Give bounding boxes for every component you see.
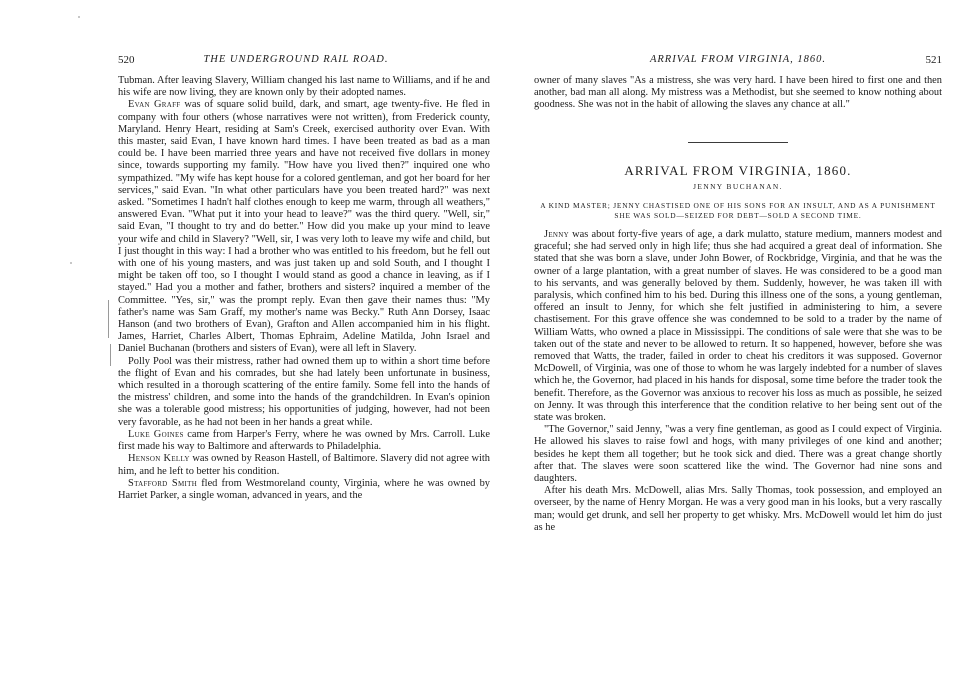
lead-name: Henson Kelly	[128, 453, 190, 465]
right-page-body	[534, 75, 942, 534]
lead-name: Evan Graff	[128, 99, 181, 111]
left-page-body	[118, 75, 490, 502]
paragraph: Tubman. After leaving Slavery, William changed his last name to Williams, and if he and his wife are now living, they are known only by their adopted names.	[118, 75, 490, 99]
left-page	[100, 0, 492, 675]
scan-speck	[70, 262, 72, 264]
paragraph: Stafford Smith fled from Westmoreland county, Virginia, where he was owned by Harriet Parker, a single woman, advanced in years, and the	[118, 477, 491, 501]
lead-name: Luke Goines	[128, 428, 184, 440]
paragraph: Henson Kelly was owned by Reason Hastell, of Baltimore. Slavery did not agree with him, and he left to better his condition.	[118, 453, 490, 477]
lead-name: Jenny	[544, 229, 569, 241]
paragraph: After his death Mrs. McDowell, alias Mrs. Sally Thomas, took possession, and employed an overseer, by the name of Henry Morgan. He was a very good man in his looks, but a very rascally man; would get drunk, and sell her property to get whisky. Mrs. McDowell would let him do just as he	[534, 485, 942, 533]
article-synopsis: A KIND MASTER; JENNY CHASTISED ONE OF HIS SONS FOR AN INSULT, AND AS A PUNISHMENT SHE WAS SOLD—SEIZED FOR DEBT—SOLD A SECOND TIME.	[540, 201, 936, 221]
left-running-title: THE UNDERGROUND RAIL ROAD.	[203, 54, 389, 65]
paragraph: owner of many slaves "As a mistress, she was very hard. I have been hired to first one and then another, bad man all along. My mistress was a Methodist, but she seemed to know nothing about goodness. She was not in the habit of allowing the slaves any chance at all."	[534, 75, 942, 111]
paragraph: Polly Pool was their mistress, rather had owned them up to within a short time before the flight of Evan and his comrades, but she had lately been unfortunate in business, which resulted in a thorough scattering of the entire family. Some fell into the hands of the mistress' children, and some into the hands of the grandchildren. In Evan's opinion she was a tolerable good mistress; his opportunities of judging, however, had not been very favorable, as he had not been in her hands a great while.	[118, 355, 490, 428]
right-running-title: ARRIVAL FROM VIRGINIA, 1860.	[649, 54, 827, 65]
paragraph: "The Governor," said Jenny, "was a very fine gentleman, as good as I could expect of Virginia. He allowed his slaves to raise fowl and hogs, with many privileges of one kind and another; besides he kept them all together; but he took sick and died. There was a great change shortly after that. The slaves were soon scattered like the wind. The Governor had nine sons and daughters.	[534, 424, 942, 485]
scan-speck	[78, 16, 80, 18]
margin-pencil-mark	[108, 300, 109, 338]
left-running-head	[100, 53, 492, 67]
lead-name: Stafford Smith	[128, 477, 198, 489]
right-page	[534, 0, 942, 675]
paragraph: Luke Goines came from Harper's Ferry, where he was owned by Mrs. Carroll. Luke first made his way to Baltimore and afterwards to Philadelphia.	[118, 428, 490, 453]
left-page-number: 520	[118, 54, 135, 66]
right-page-number: 521	[925, 54, 942, 66]
paragraph: Jenny was about forty-five years of age, a dark mulatto, stature medium, manners modest and graceful; she had served only in high life; thus she had acquired a great deal of information. She stated that she was born a slave, under John Bower, of Rockbridge, Virginia, and that he was the owner of a large plantation, with a great number of slaves. He was considered to be a good man to his servants, and was generally beloved by them. Suddenly, however, he was taken ill with paralysis, which confined him to his bed. During this illness one of the sons, a young gentleman, offered an insult to Jenny, for which she felt justified in administering to him, a severe chastisement. For this grave offence she was condemned to be sold to a trader by the name of William Watts, who owned a place in Mississippi. The conditions of sale were that she was to be taken out of the state and never to be allowed to return. It so happened, however, before she was removed that Watts, the trader, failed in order to cheat his creditors it was supposed. Governor McDowell, of Virginia, was one of those to whom he was largely indebted for a number of slaves which he, the Governor, had placed in his hands for disposal, some time before the trader took the benefit. Therefore, as the Governor was anxious to recover his loss as much as possible, he seized on Jenny. It was through this interference that the condition relative to her being sent out of the state was broken.	[534, 229, 942, 424]
article-title: ARRIVAL FROM VIRGINIA, 1860.	[624, 162, 852, 178]
right-running-head	[534, 53, 942, 67]
paragraph: Evan Graff was of square solid build, dark, and smart, age twenty-five. He fled in company with four others (whose narratives were not written), from Frederick county, Maryland. Henry Heart, residing at Sam's Creek, exercised authority over Evan. With this master, said Evan, I have known hard times. I have been treated as bad as a man could be. I have been married three years and have not received five dollars in money since, towards supporting my family. "How have you lived then?" inquired one who sympathized. "My wife has kept house for a colored gentleman, and got her board for her services," said Evan. "In what other particulars have you been treated hard?" was next asked. "Sometimes I hadn't half clothes enough to keep me warm, through all weathers," answered Evan. "What put it into your head to leave?" was the third query. "Well, sir," said Evan, "I thought to try and do better." How did you make up your mind to leave your wife and child in Slavery? "Well, sir, I was very loth to leave my wife and child, but I just thought in this way: I had a brother who was entitled to his freedom, but he fell out with one of his young masters, and was just taken up and sold South, and I thought I might be taken off too, so I thought I would stand as good a chance in leaving, as if I stayed." Had you a mother and father, brothers and sisters? inquired a member of the Committee. "Yes, sir," was the prompt reply. Evan then gave their names thus: "My father's name was Sam Graff, my mother's name was Becky." Ruth Ann Dorsey, Isaac Hanson (and two brothers of Evan), Grafton and Allen accompanied him in his flight. James, Harriet, Charles Albert, Thomas Ephraim, Adeline Matilda, John Israel and Daniel Buchanan (brothers and sisters of Evan), were all left in Slavery.	[118, 99, 490, 355]
article-author: JENNY BUCHANAN.	[693, 181, 783, 191]
section-divider	[688, 142, 788, 143]
margin-pencil-mark	[110, 344, 111, 366]
